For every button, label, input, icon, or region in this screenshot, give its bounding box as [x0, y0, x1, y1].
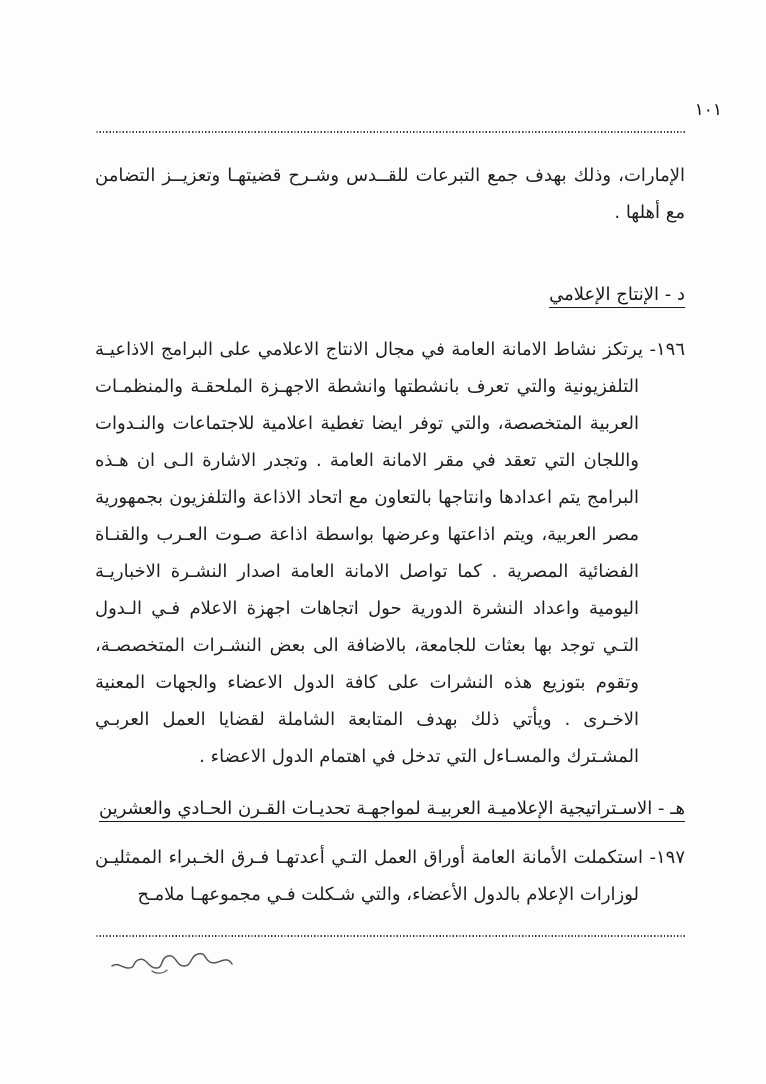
page-number: ١٠١ — [694, 100, 722, 120]
handwritten-scribble-icon — [96, 944, 236, 982]
page-content — [95, 0, 685, 937]
intro-paragraph: الإمارات، وذلك بهدف جمع التبرعات للقــدس وشـرح قضيتهـا وتعزيــز التضامن مع أهلها . — [95, 165, 685, 223]
paragraph-197 — [95, 839, 685, 913]
paragraph-196 — [95, 331, 685, 775]
bottom-divider — [95, 935, 685, 937]
paragraph-196-text: يرتكز نشاط الامانة العامة في مجال الانتاج الاعلامي على البرامج الاذاعيـة التلفزيونية والتي تعرف بانشطتها وانشطة الاجهـزة الملحقـة والمنظمـات العربية المتخصصة، والتي توفر ايضا تغطية اعلامية للاجتماعات والنـدوات واللجان التي تعقد في مقر الامانة العامة . وتجدر الاشارة الـى ان هـذه البرامج يتم اعدادها وانتاجها بالتعاون مع اتحاد الاذاعة والتلفزيون بجمهورية مصر العربية، ويتم اذاعتها وعرضها بواسطة اذاعة صـوت العـرب والقنـاة الفضائية المصرية . كما تواصل الامانة العامة اصدار النشـرة الاخباريـة اليومية واعداد النشرة الدورية حول اتجاهات اجهزة الاعلام فـي الـدول التـي توجد بها بعثات للجامعة، بالاضافة الى بعض النشـرات المتخصصـة، وتقوم بتوزيع هذه النشرات على كافة الدول الاعضاء والجهات المعنية الاخـرى . ويأتي ذلك بهدف المتابعة الشاملة لقضايا العمل العربـي المشـترك والمسـاءل التي تدخل في اهتمام الدول الاعضاء . — [95, 339, 643, 767]
top-divider — [95, 131, 685, 133]
paragraph-197-text: استكملت الأمانة العامة أوراق العمل التـي أعدتهـا فـرق الخـبراء الممثليـن لوزارات الإعلام بالدول الأعضاء، والتي شـكلت فـي مجموعهـا ملامـح — [95, 847, 643, 905]
paragraph-196-number: ١٩٦- — [649, 339, 685, 360]
section-h-heading: هـ - الاسـتراتيجية الإعلاميـة العربيـة لمواجهـة تحديـات القـرن الحـادي والعشرين — [99, 798, 685, 819]
paragraph-197-number: ١٩٧- — [649, 847, 685, 868]
section-d-heading: د - الإنتاج الإعلامي — [549, 284, 685, 305]
